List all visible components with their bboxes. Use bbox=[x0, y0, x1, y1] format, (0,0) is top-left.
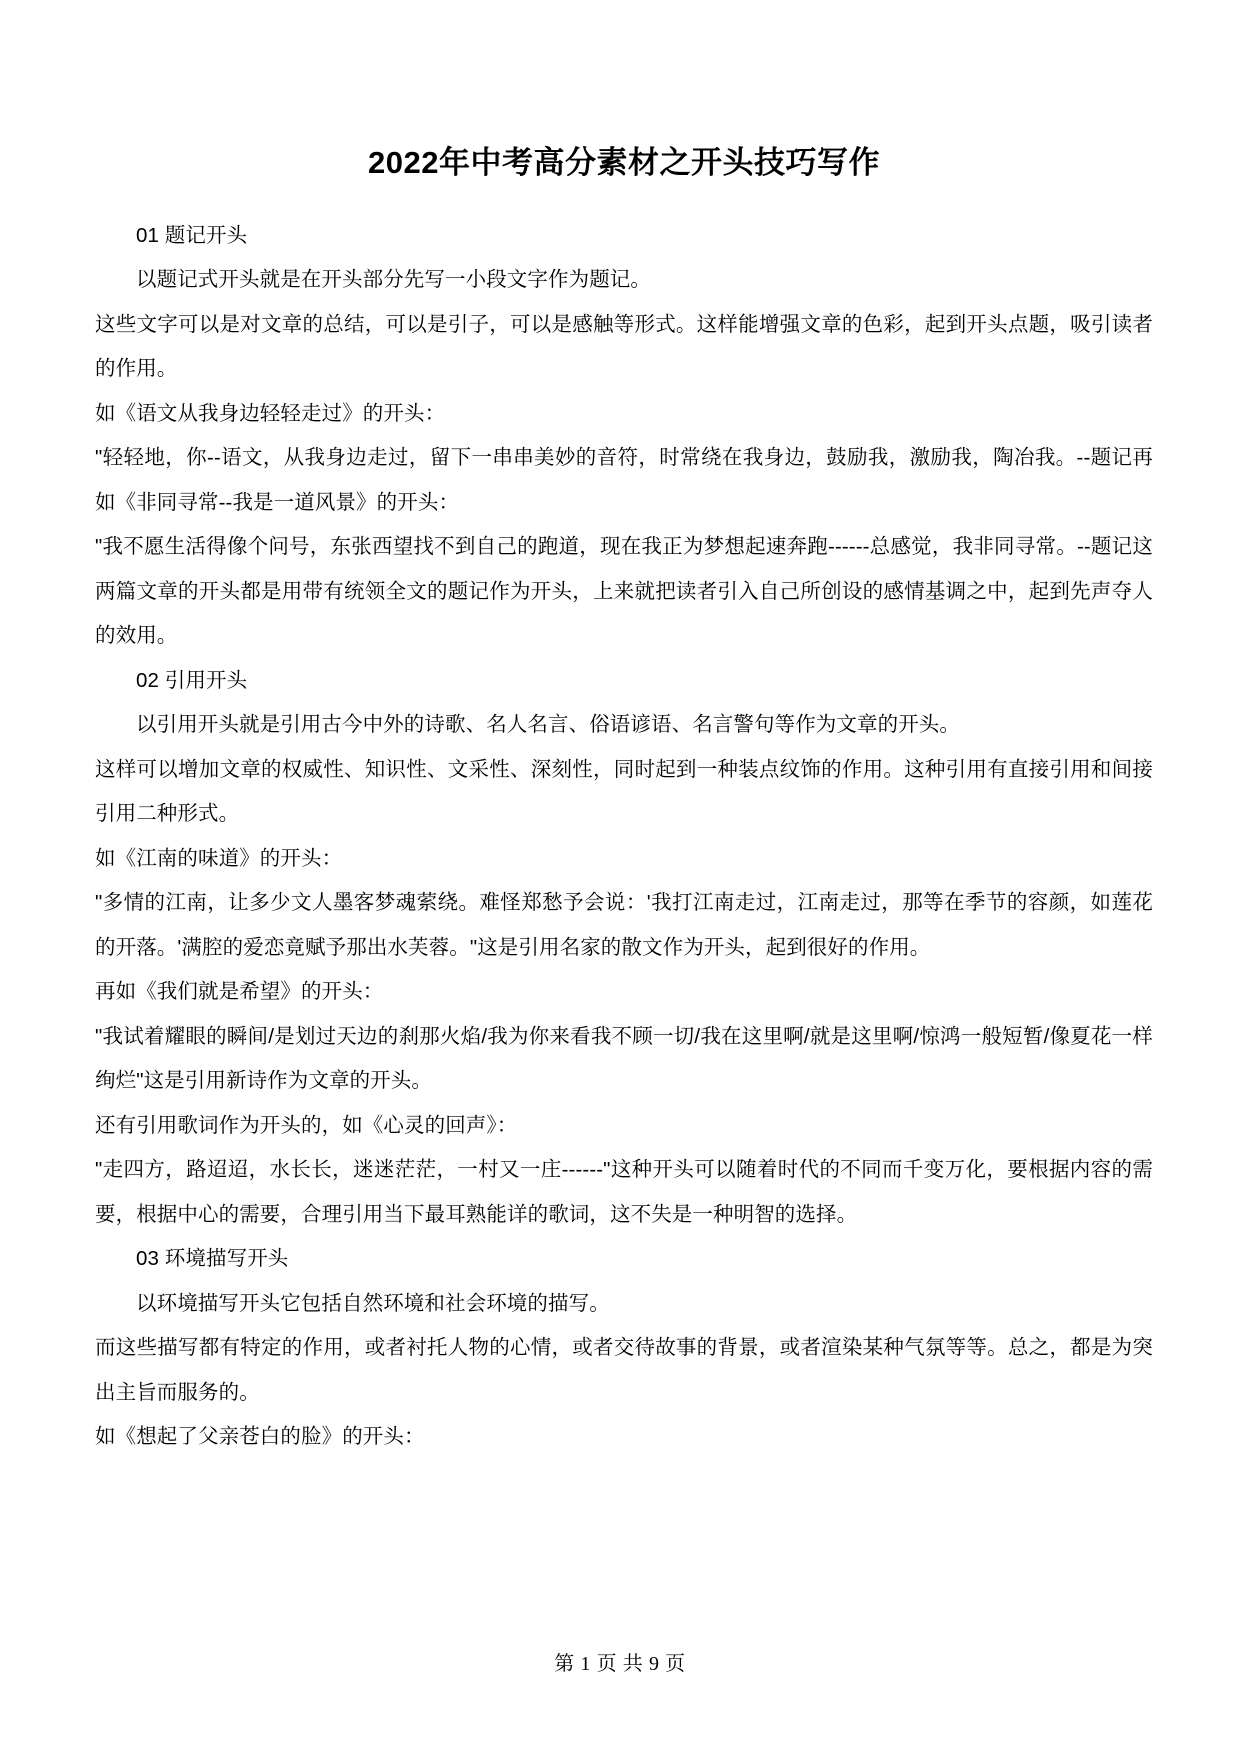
section-heading-03: 03 环境描写开头 bbox=[136, 1247, 289, 1271]
paragraph-01-example-ref-1: 如《语文从我身边轻轻走过》的开头： bbox=[95, 401, 446, 425]
paragraph-03-example-ref-1: 如《想起了父亲苍白的脸》的开头： bbox=[95, 1425, 425, 1449]
document-body bbox=[95, 214, 1153, 1460]
paragraph-02-quote-1: "多情的江南，让多少文人墨客梦魂萦绕。难怪郑愁予会说：'我打江南走过，江南走过，那等在季节的容颜，如莲花的开落。'满腔的爱恋竟赋予那出水芙蓉。"这是引用名家的散文作为开头，起到很好的作用。 bbox=[95, 891, 1153, 959]
paragraph-02-intro: 以引用开头就是引用古今中外的诗歌、名人名言、俗语谚语、名言警句等作为文章的开头。 bbox=[136, 713, 960, 737]
page-content bbox=[95, 0, 1153, 1460]
paragraph-02-detail: 这样可以增加文章的权威性、知识性、文采性、深刻性，同时起到一种装点纹饰的作用。这种引用有直接引用和间接引用二种形式。 bbox=[95, 757, 1153, 826]
section-heading-02: 02 引用开头 bbox=[136, 668, 248, 692]
page-title: 2022年中考高分素材之开头技巧写作 bbox=[368, 145, 880, 180]
paragraph-01-quote-1: "轻轻地，你--语文，从我身边走过，留下一串串美妙的音符，时常绕在我身边，鼓励我，激励我，陶冶我。--题记再如《非同寻常--我是一道风景》的开头： bbox=[95, 446, 1153, 514]
paragraph-01-quote-2: "我不愿生活得像个问号，东张西望找不到自己的跑道，现在我正为梦想起速奔跑------总感觉，我非同寻常。--题记这两篇文章的开头都是用带有统领全文的题记作为开头，上来就把读者引入自己所创设的感情基调之中，起到先声夺人的效用。 bbox=[95, 535, 1153, 648]
page-footer: 第 1 页 共 9 页 bbox=[554, 1653, 686, 1675]
paragraph-01-detail: 这些文字可以是对文章的总结，可以是引子，可以是感触等形式。这样能增强文章的色彩，起到开头点题，吸引读者的作用。 bbox=[95, 312, 1153, 381]
paragraph-01-intro: 以题记式开头就是在开头部分先写一小段文字作为题记。 bbox=[136, 268, 651, 292]
paragraph-03-detail: 而这些描写都有特定的作用，或者衬托人物的心情，或者交待故事的背景，或者渲染某种气氛等等。总之，都是为突出主旨而服务的。 bbox=[95, 1336, 1153, 1404]
paragraph-02-example-ref-3: 还有引用歌词作为开头的，如《心灵的回声》： bbox=[95, 1113, 518, 1137]
paragraph-02-quote-2: "我试着耀眼的瞬间/是划过天边的刹那火焰/我为你来看我不顾一切/我在这里啊/就是这里啊/惊鸿一般短暂/像夏花一样绚烂"这是引用新诗作为文章的开头。 bbox=[95, 1024, 1153, 1093]
paragraph-02-example-ref-1: 如《江南的味道》的开头： bbox=[95, 846, 343, 870]
paragraph-02-quote-3: "走四方，路迢迢，水长长，迷迷茫茫，一村又一庄------"这种开头可以随着时代的不同而千变万化，要根据内容的需要，根据中心的需要，合理引用当下最耳熟能详的歌词，这不失是一种明智的选择。 bbox=[95, 1158, 1153, 1226]
paragraph-02-example-ref-2: 再如《我们就是希望》的开头： bbox=[95, 980, 384, 1004]
section-heading-01: 01 题记开头 bbox=[136, 223, 248, 247]
paragraph-03-intro: 以环境描写开头它包括自然环境和社会环境的描写。 bbox=[136, 1291, 610, 1315]
